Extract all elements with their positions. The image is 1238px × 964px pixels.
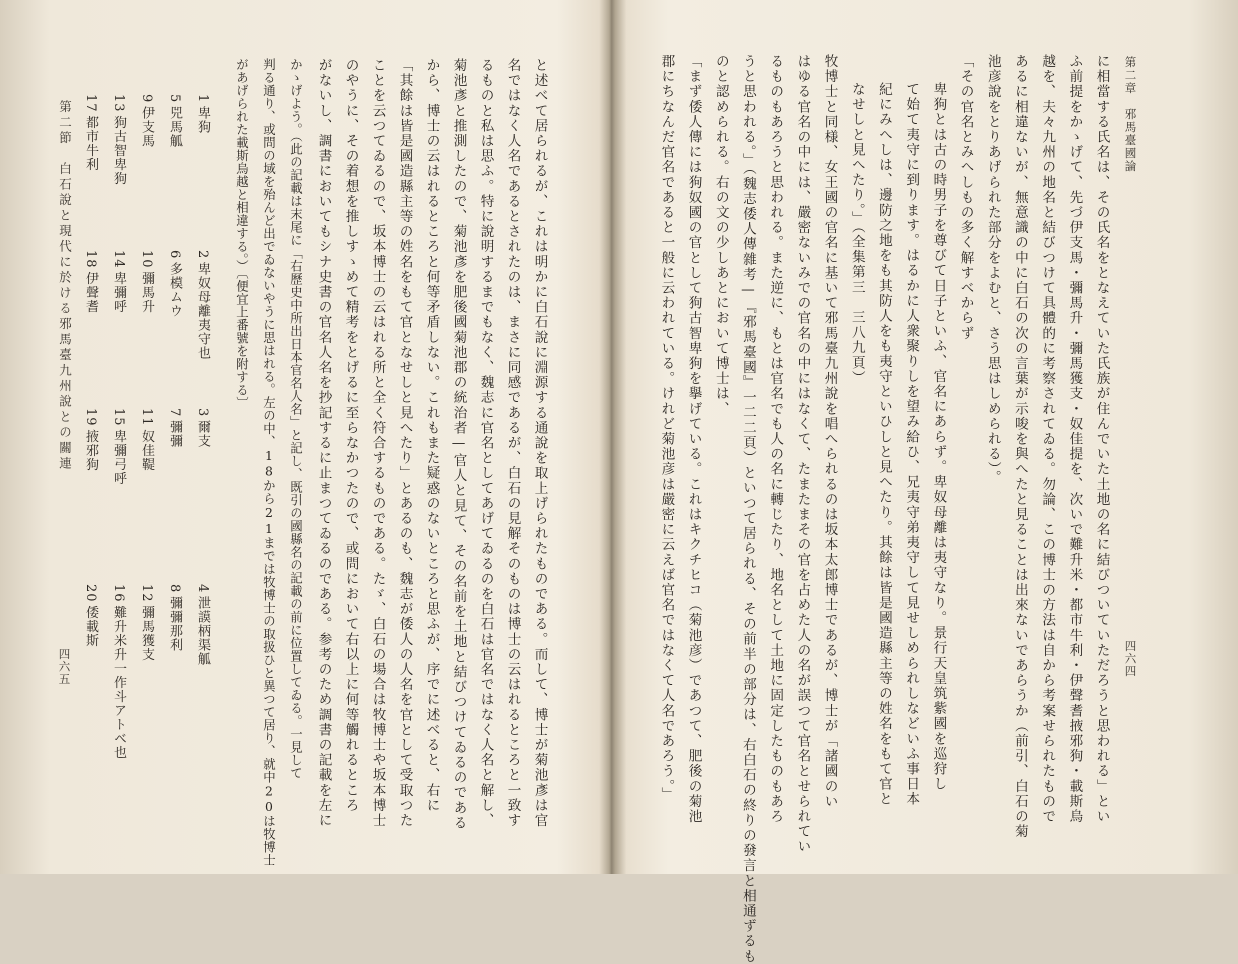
list-item	[168, 250, 181, 420]
list-item-name: 難升米升一作斗アトベ也	[111, 605, 126, 760]
list-item-number: 7	[167, 408, 182, 418]
text-line: うと思われる。」（魏志倭人傳雜考—『邪馬臺國』一二二頁）といつて居られる、その前半の部分は、右白石の終りの發言と相通ずるも	[739, 54, 756, 964]
text-line: のと認められる。右の文の少しあとにおいて博士は、	[712, 54, 729, 417]
list-item-number: 17	[83, 94, 98, 113]
list-item	[84, 584, 97, 754]
text-line: に相當する氏名は、その氏名をとなえていた氏族が住んでいた土地の名に結びついていただろうと思われる」とい	[1093, 54, 1110, 825]
text-line: るものと私は思ふ。特に說明するまでもなく、魏志に官名としてあげてゐるのを白石は官名ではなく人名と解し、	[477, 58, 494, 829]
list-item-name: 卑奴母離夷守也	[195, 262, 210, 361]
list-item	[111, 584, 126, 760]
list-item-name: 彌馬升	[139, 271, 154, 314]
text-line: 「その官名とみへしもの多く解すべからず	[957, 54, 974, 341]
list-item-number: 15	[111, 408, 126, 427]
list-item	[140, 94, 153, 264]
list-item-name: 掖邪狗	[83, 429, 98, 472]
text-line: 越を、夫々九州の地名と結びつけて具體的に考察されてゐる。勿論、この博士の方法は自から考案せられたもので	[1039, 54, 1056, 825]
list-item	[168, 94, 181, 264]
text-line: 卑狗とは古の時男子を尊びて日子といふ、官名にあらず。卑奴母離は夷守なり。景行天皇筑紫國を巡狩し	[930, 82, 947, 792]
list-item-number: 13	[111, 94, 126, 113]
running-header: 第二章 邪馬臺國論	[1123, 56, 1138, 173]
list-item-name: 多模ムウ	[167, 262, 182, 319]
list-item-number: 9	[139, 94, 154, 104]
text-line: かゝげよう。（此の記載は末尾に「右歷史中所出日本官名人名」と記し、既引の國縣名の記載の前に位置してゐる。一見して	[288, 58, 304, 780]
list-item-number: 10	[139, 250, 154, 269]
text-line: 判る通り、或問の域を殆んど出でゐないやうに思はれる。左の中、18から21までは牧博士の取扱ひと異つて居り、就中20は牧博士	[261, 58, 277, 867]
list-item	[196, 584, 209, 754]
text-line: のやうに、その着想を推しすゝめて精考をとげるに至らなかつたので、或問において右以上に何等觸れるところ	[342, 58, 359, 813]
list-item	[196, 94, 209, 264]
list-item	[168, 408, 181, 578]
left-page	[0, 0, 600, 874]
text-line: はゆる官名の中には、嚴密ないみでの官名の中にはなくて、たまたまその官を占めた人の名が誤つて官名とせられてい	[794, 54, 811, 855]
list-item-number: 20	[83, 584, 98, 603]
text-line: から、博士の云はれるところと何等矛盾しない。これもまた疑惑のないところと思ふが、序でに述べると、右に	[423, 58, 440, 813]
list-item	[84, 250, 97, 420]
list-item-number: 16	[111, 584, 126, 603]
text-line: がないし、調書においてもシナ史書の官名人名を抄記するに止まつてゐるのである。参考のため調書の記載を左に	[315, 58, 332, 829]
text-line: あるに相違ないが、無意識の中に白石の次の言葉が示唆を與へたと見ることは出來ないであらうか（前引、白石の菊	[1011, 54, 1028, 840]
list-item-name: 卑狗	[195, 106, 210, 135]
list-item-name: 伊支馬	[139, 106, 154, 149]
list-item	[140, 250, 153, 420]
text-line: 牧博士と同様、女王國の官名に基いて邪馬臺九州說を唱へられるのは坂本太郎博士であるが、博士が「諸國のい	[821, 54, 838, 809]
list-item-name: 奴佳鞮	[139, 429, 154, 472]
list-item-number: 1	[195, 94, 210, 104]
list-item-number: 11	[139, 408, 154, 427]
list-item-name: 都市牛利	[83, 115, 98, 172]
list-item-name: 爾支	[195, 420, 210, 449]
list-item	[84, 94, 97, 264]
list-item	[112, 94, 125, 264]
list-item-name: 卑彌弓呼	[111, 429, 126, 486]
text-line: 郡にちなんだ官名であると一般に云われている。けれど菊池彦は嚴密に云えば官名ではなくて人名であろう。」	[658, 54, 675, 803]
list-item-name: 彌彌	[167, 420, 182, 449]
list-item	[140, 408, 153, 578]
list-item-number: 8	[167, 584, 182, 594]
list-item	[112, 408, 125, 578]
list-item-number: 6	[167, 250, 182, 260]
text-line: 菊池彥と推測したので、菊池彥を肥後國菊池郡の統治者—官人と見て、その名前を土地と結びつけてゐるのである	[450, 58, 467, 831]
page-number-right: 四六四	[1123, 640, 1138, 678]
page-number-left: 四六五	[57, 648, 72, 686]
list-item-name: 泄謨柄渠觚	[195, 596, 210, 667]
list-item-number: 5	[167, 94, 182, 104]
list-item-number: 18	[83, 250, 98, 269]
list-item-name: 彌馬獲支	[139, 605, 154, 662]
text-line: るものもあろうと思われる。また逆に、もとは官名でも人の名に轉じたり、地名として土地に固定したものもあろ	[767, 54, 784, 825]
list-item-name: 卑彌呼	[111, 271, 126, 314]
right-page	[612, 0, 1238, 964]
text-line: 紀にみへしは、邊防之地をも其防人をも夷守といひしと見へたり。其餘は皆是國造縣主等の姓名をもて官と	[875, 82, 892, 807]
section-footer: 第二節 白石說と現代に於ける邪馬臺九州說との關連	[57, 100, 73, 472]
list-item-number: 14	[111, 250, 126, 269]
list-item-number: 2	[195, 250, 210, 260]
list-item-name: 倭載斯	[83, 605, 98, 648]
list-item	[196, 408, 209, 578]
text-line: 「まず倭人傳には狗奴國の官として狗古智卑狗を擧げている。これはキクチヒコ（菊池彦）であつて、肥後の菊池	[685, 54, 702, 825]
list-item-name: 狗古智卑狗	[111, 115, 126, 186]
text-line: と述べて居られるが、これは明かに白石說に淵源する通說を取上げられたものである。而して、博士が菊池彥は官	[531, 58, 548, 829]
text-line: 名ではなく人名であるとされたのは、まさに同感であるが、白石の見解そのものは博士の云はれるところと一致す	[504, 58, 521, 829]
text-line: ふ前提をかゝげて、先づ伊支馬・彌馬升・彌馬獲支・奴佳提を、次いで難升米・都市牛利・伊聲耆掖邪狗・載斯烏	[1066, 54, 1083, 825]
list-item-name: 彌彌那利	[167, 596, 182, 653]
text-line: 「其餘は皆是國造縣主等の姓名をもて官となせしと見へたり」とあるのも、魏志が倭人の人名を官として受取つた	[396, 58, 413, 829]
list-item-name: 伊聲耆	[83, 271, 98, 314]
text-line: ことを云つてゐるので、坂本博士の云はれる所と全く符合するものである。たゞ、白石の場合は牧博士や坂本博士	[369, 58, 386, 829]
list-item-number: 4	[195, 584, 210, 594]
list-item	[140, 584, 153, 754]
list-item-number: 19	[83, 408, 98, 427]
text-line: があげられた載斯烏越と相違する。）〔便宜上番號を附する〕	[234, 58, 250, 410]
list-item	[84, 408, 97, 578]
list-item-number: 3	[195, 408, 210, 418]
text-line: て始て夷守に到ります。はるかに人衆聚りしを望み給ひ、兄夷守弟夷守して見せしめられしなどいふ事日本	[903, 82, 920, 807]
list-item	[168, 584, 181, 754]
list-item-name: 兕馬觚	[167, 106, 182, 149]
list-item	[112, 250, 125, 420]
text-line: なせしと見へたり。」（全集第三 三八九頁）	[848, 82, 865, 386]
text-line: 池彦說をとりあげられた部分をよむと、さう思はしめられる）。	[984, 54, 1001, 486]
list-item-number: 12	[139, 584, 154, 603]
list-item	[196, 250, 209, 420]
